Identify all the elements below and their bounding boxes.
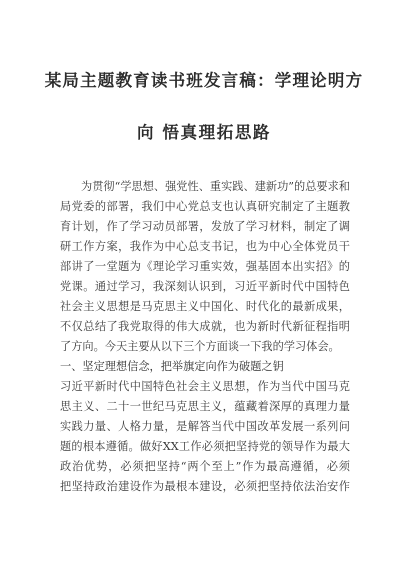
paragraph-line: 政治优势，必须把坚持“两个至上”作为最高遵循，必须 [60,460,350,473]
paragraph-line: 了方向。今天主要从以下三个方面谈一下我的学习体会。 [60,340,340,353]
paragraph-line: 研工作方案，我作为中心总支书记，也为中心全体党员干 [60,240,350,253]
paragraph-line: 习近平新时代中国特色社会主义思想，作为当代中国马克 [60,380,350,393]
document-title-line-2: 向 悟真理拓思路 [136,123,272,142]
section-heading: 一、坚定理想信念，把举旗定向作为破题之钥 [60,360,284,373]
paragraph-line: 育计划，作了学习动员部署，发放了学习材料，制定了调 [60,220,350,233]
paragraph-line: 思主义、二十一世纪马克思主义，蕴藏着深厚的真理力量 [60,400,350,413]
paragraph-line: 实践力量、人格力量，是解答当代中国改革发展一系列问 [60,420,350,433]
paragraph-line: 部讲了一堂题为《理论学习重实效，强基固本出实招》的 [60,260,350,273]
paragraph-line: 社会主义思想是马克思主义中国化、时代化的最新成果， [60,300,350,313]
paragraph-line: 把坚持政治建设作为最根本建设，必须把坚持依法治安作 [60,480,350,493]
paragraph-line: 为贯彻“学思想、强党性、重实践、建新功”的总要求和 [81,180,350,193]
paragraph-line: 不仅总结了我党取得的伟大成就，也为新时代新征程指明 [60,320,350,333]
document-title-line-1: 某局主题教育读书班发言稿：学理论明方 [44,71,364,90]
paragraph-line: 局党委的部署，我们中心党总支也认真研究制定了主题教 [60,200,350,213]
paragraph-line: 党课。通过学习，我深刻认识到，习近平新时代中国特色 [60,280,350,293]
paragraph-line: 题的根本遵循。做好XX工作必须把坚持党的领导作为最大 [60,440,350,453]
